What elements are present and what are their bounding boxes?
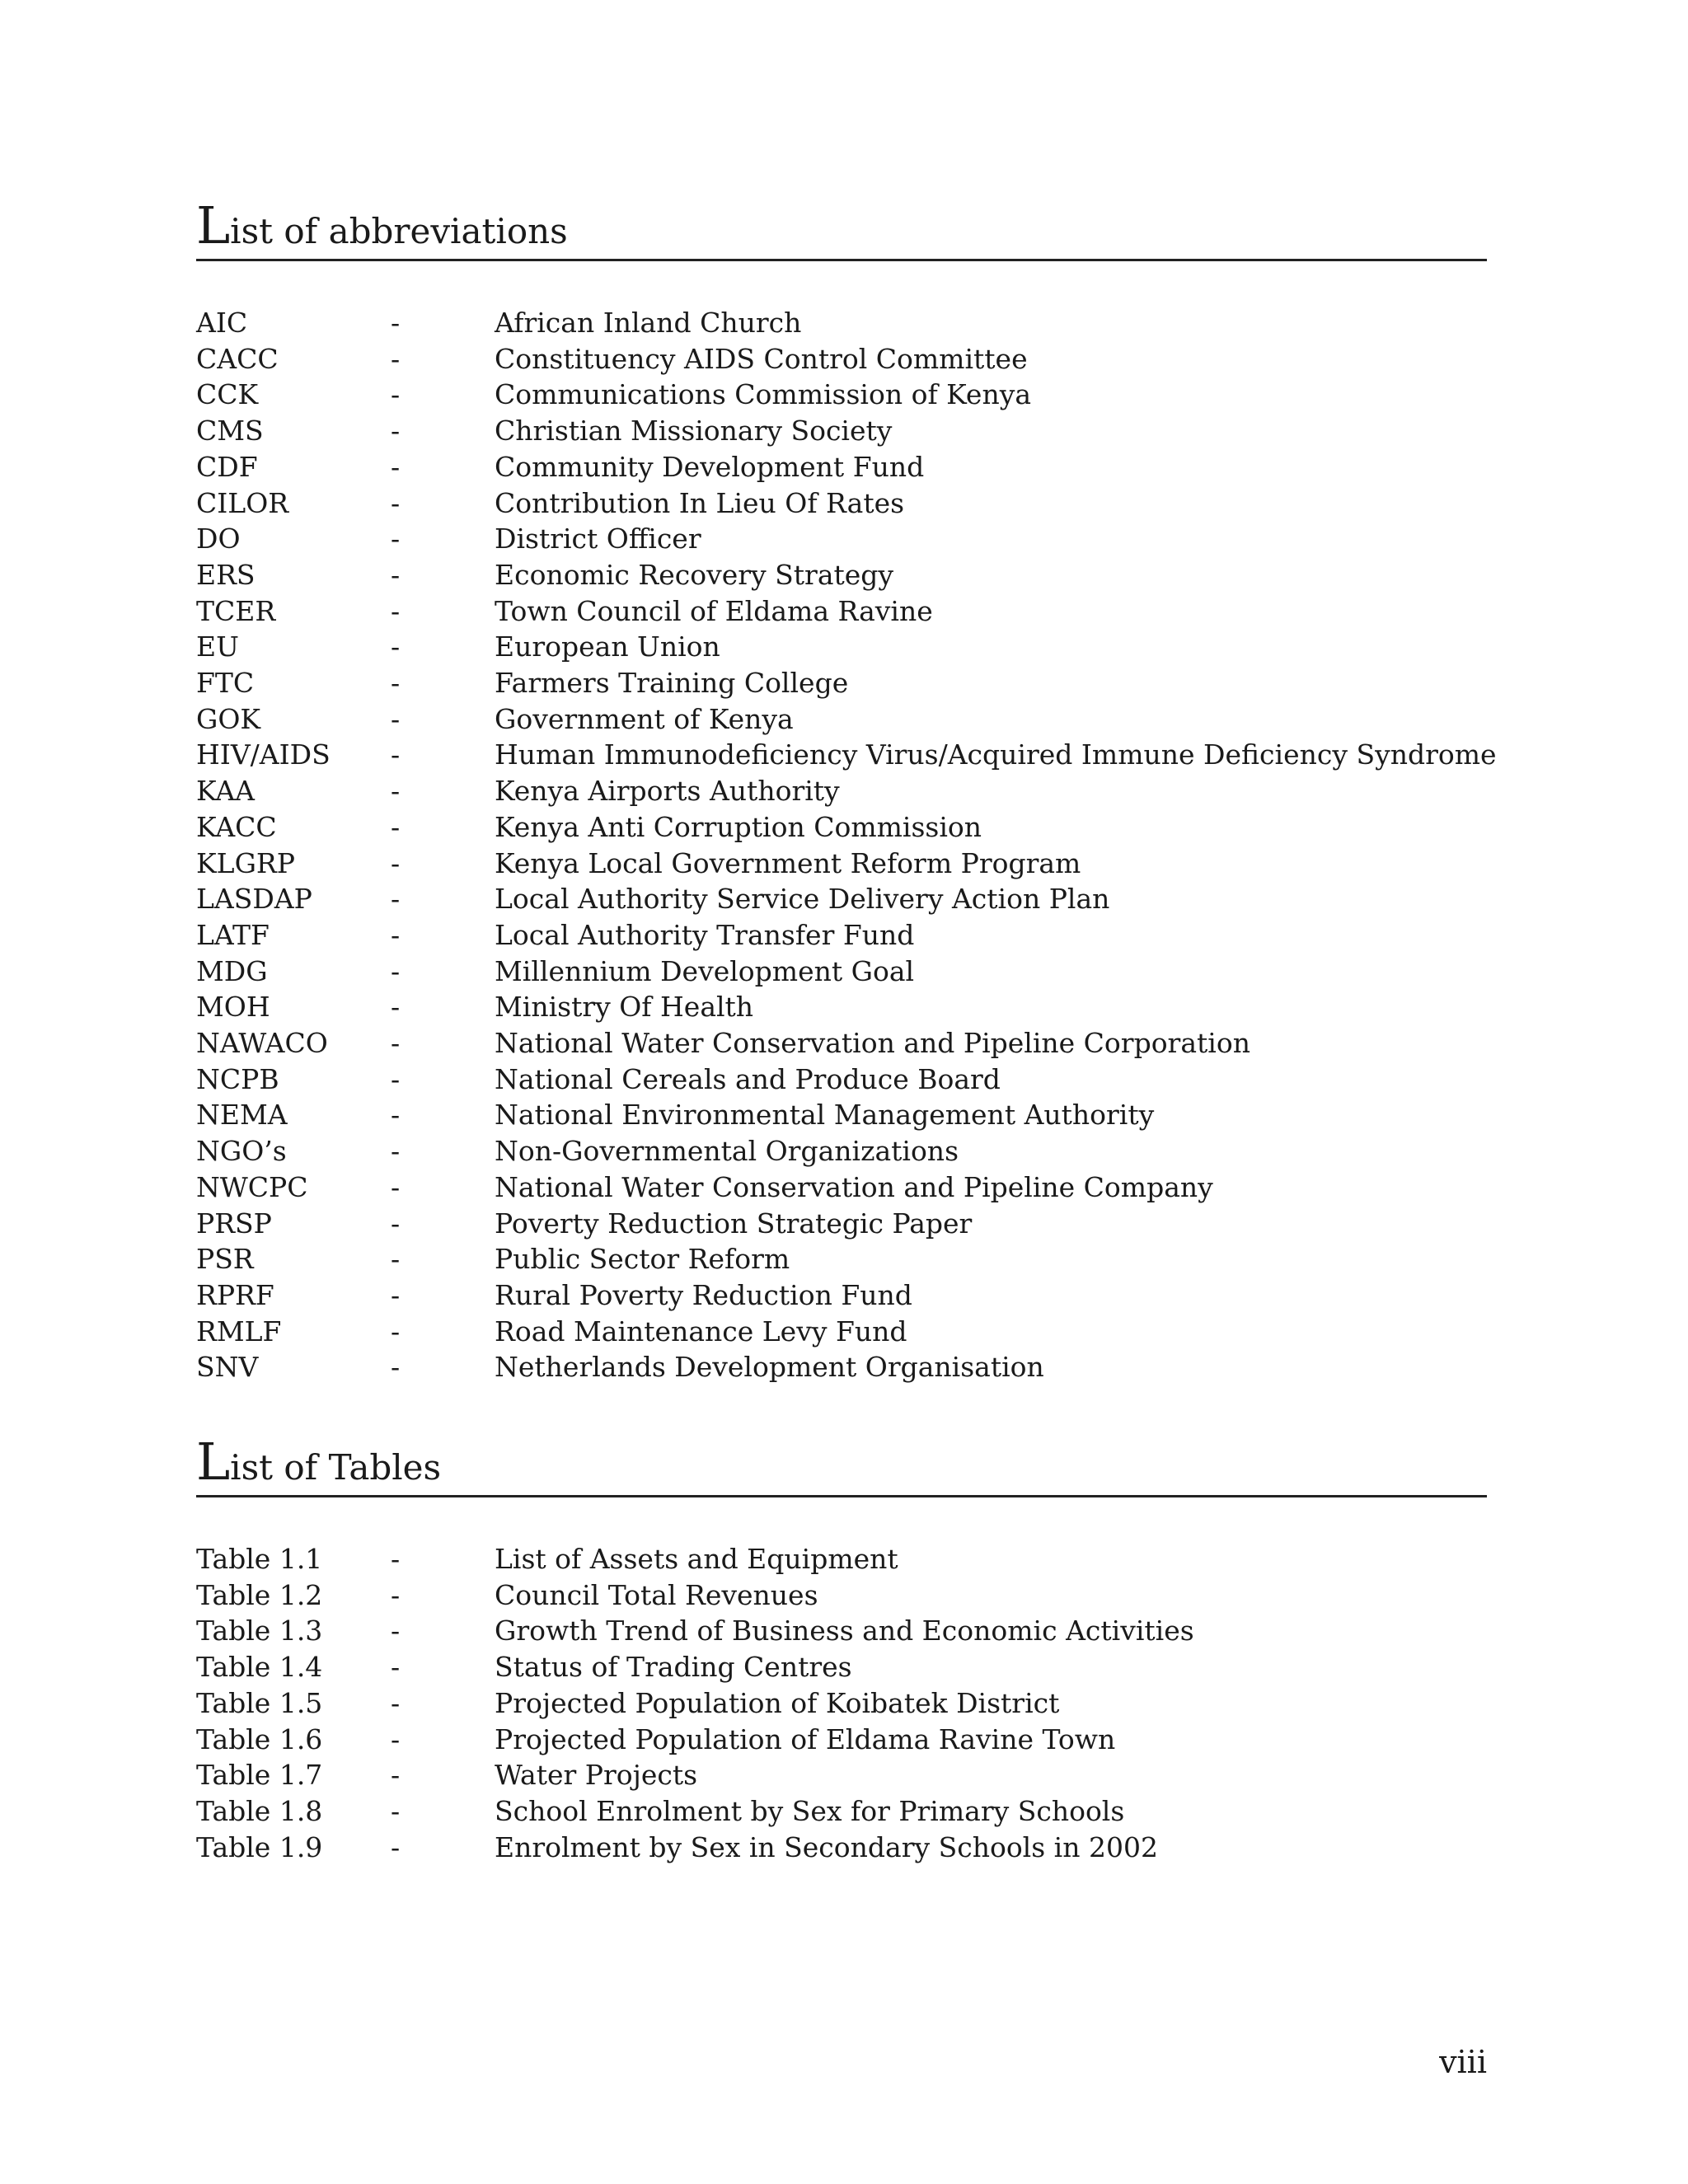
separator-dash: - bbox=[391, 954, 401, 987]
abbreviation-meaning: Local Authority Service Delivery Action Plan bbox=[495, 883, 1110, 916]
abbreviation-term: GOK bbox=[196, 702, 261, 735]
abbreviation-term: ERS bbox=[196, 558, 256, 591]
separator-dash: - bbox=[391, 1278, 401, 1311]
abbreviation-meaning: Road Maintenance Levy Fund bbox=[495, 1315, 907, 1347]
table-title: School Enrolment by Sex for Primary Schools bbox=[495, 1794, 1125, 1827]
abbreviation-row bbox=[196, 1277, 1487, 1314]
separator-dash: - bbox=[391, 523, 401, 555]
abbreviation-term: RPRF bbox=[196, 1278, 274, 1311]
abbreviation-term: RMLF bbox=[196, 1315, 282, 1347]
abbreviation-row bbox=[196, 341, 1487, 377]
abbreviation-meaning: Community Development Fund bbox=[495, 450, 925, 483]
abbreviation-term: NWCPC bbox=[196, 1170, 308, 1203]
separator-dash: - bbox=[391, 307, 401, 339]
abbreviation-meaning: Public Sector Reform bbox=[495, 1243, 790, 1276]
abbreviation-row bbox=[196, 989, 1487, 1025]
separator-dash: - bbox=[391, 1243, 401, 1276]
abbreviation-term: KLGRP bbox=[196, 846, 295, 879]
separator-dash: - bbox=[391, 378, 401, 411]
table-list-item bbox=[196, 1757, 1487, 1793]
separator-dash: - bbox=[391, 991, 401, 1024]
abbreviation-row bbox=[196, 701, 1487, 738]
separator-dash: - bbox=[391, 1543, 401, 1575]
abbreviation-row bbox=[196, 1169, 1487, 1206]
abbreviation-term: PRSP bbox=[196, 1207, 272, 1240]
abbreviation-term: NAWACO bbox=[196, 1027, 328, 1059]
abbreviation-row bbox=[196, 809, 1487, 846]
abbreviation-term: MDG bbox=[196, 954, 268, 987]
page-number: viii bbox=[1439, 2044, 1487, 2080]
separator-dash: - bbox=[391, 738, 401, 771]
abbreviation-meaning: Kenya Anti Corruption Commission bbox=[495, 810, 982, 843]
table-list-item bbox=[196, 1613, 1487, 1649]
abbreviation-term: TCER bbox=[196, 594, 276, 627]
abbreviation-meaning: District Officer bbox=[495, 523, 701, 555]
heading-text: ist of Tables bbox=[230, 1447, 442, 1488]
table-title: Council Total Revenues bbox=[495, 1578, 818, 1611]
table-number: Table 1.1 bbox=[196, 1543, 323, 1575]
abbreviation-row bbox=[196, 1314, 1487, 1350]
abbreviation-row bbox=[196, 954, 1487, 990]
abbreviation-meaning: Economic Recovery Strategy bbox=[495, 558, 894, 591]
table-title: Status of Trading Centres bbox=[495, 1651, 852, 1684]
separator-dash: - bbox=[391, 1794, 401, 1827]
abbreviation-term: SNV bbox=[196, 1351, 259, 1384]
table-title: Enrolment by Sex in Secondary Schools in 2002 bbox=[495, 1830, 1158, 1863]
abbreviation-meaning: Non-Governmental Organizations bbox=[495, 1135, 959, 1168]
abbreviation-row bbox=[196, 305, 1487, 341]
abbreviation-row bbox=[196, 1097, 1487, 1133]
abbreviation-row bbox=[196, 377, 1487, 413]
abbreviation-meaning: Constituency AIDS Control Committee bbox=[495, 342, 1028, 375]
abbreviation-term: AIC bbox=[196, 307, 248, 339]
abbreviation-meaning: Farmers Training College bbox=[495, 667, 849, 699]
abbreviation-term: KACC bbox=[196, 810, 277, 843]
abbreviation-term: NEMA bbox=[196, 1099, 288, 1132]
abbreviation-term: DO bbox=[196, 523, 241, 555]
abbreviation-term: PSR bbox=[196, 1243, 254, 1276]
separator-dash: - bbox=[391, 702, 401, 735]
abbreviation-meaning: Government of Kenya bbox=[495, 702, 794, 735]
abbreviation-meaning: National Cereals and Produce Board bbox=[495, 1062, 1001, 1095]
separator-dash: - bbox=[391, 1686, 401, 1719]
abbreviation-row bbox=[196, 1349, 1487, 1385]
abbreviation-row bbox=[196, 1062, 1487, 1098]
separator-dash: - bbox=[391, 1615, 401, 1647]
table-list-item bbox=[196, 1830, 1487, 1866]
abbreviation-meaning: African Inland Church bbox=[495, 307, 802, 339]
abbreviation-term: CILOR bbox=[196, 486, 289, 519]
abbreviation-row bbox=[196, 737, 1497, 773]
table-list-item bbox=[196, 1649, 1487, 1685]
abbreviation-meaning: Town Council of Eldama Ravine bbox=[495, 594, 933, 627]
tables-section bbox=[196, 1432, 1487, 1863]
abbreviation-row bbox=[196, 629, 1487, 665]
separator-dash: - bbox=[391, 1651, 401, 1684]
table-number: Table 1.6 bbox=[196, 1722, 323, 1755]
heading-text: ist of abbreviations bbox=[230, 211, 568, 251]
separator-dash: - bbox=[391, 810, 401, 843]
abbreviation-row bbox=[196, 773, 1487, 809]
heading-initial: L bbox=[196, 195, 231, 255]
separator-dash: - bbox=[391, 558, 401, 591]
separator-dash: - bbox=[391, 486, 401, 519]
separator-dash: - bbox=[391, 1722, 401, 1755]
abbreviation-meaning: Christian Missionary Society bbox=[495, 415, 893, 448]
abbreviation-meaning: Netherlands Development Organisation bbox=[495, 1351, 1044, 1384]
table-number: Table 1.2 bbox=[196, 1578, 323, 1611]
abbreviation-term: NCPB bbox=[196, 1062, 279, 1095]
table-title: Growth Trend of Business and Economic Activities bbox=[495, 1615, 1194, 1647]
separator-dash: - bbox=[391, 846, 401, 879]
separator-dash: - bbox=[391, 1170, 401, 1203]
separator-dash: - bbox=[391, 1207, 401, 1240]
abbreviation-row bbox=[196, 917, 1487, 954]
abbreviation-meaning: Ministry Of Health bbox=[495, 991, 754, 1024]
table-list-item bbox=[196, 1541, 1487, 1577]
separator-dash: - bbox=[391, 1099, 401, 1132]
abbreviation-row bbox=[196, 449, 1487, 485]
abbreviation-meaning: National Environmental Management Authority bbox=[495, 1099, 1155, 1132]
abbreviation-meaning: Human Immunodeficiency Virus/Acquired Immune Deficiency Syndrome bbox=[495, 738, 1497, 771]
abbreviation-meaning: Local Authority Transfer Fund bbox=[495, 918, 915, 951]
abbreviation-meaning: European Union bbox=[495, 630, 720, 663]
abbreviation-row bbox=[196, 1025, 1487, 1062]
abbreviation-term: MOH bbox=[196, 991, 270, 1024]
separator-dash: - bbox=[391, 1578, 401, 1611]
table-number: Table 1.4 bbox=[196, 1651, 323, 1684]
abbreviation-row bbox=[196, 593, 1487, 630]
separator-dash: - bbox=[391, 1135, 401, 1168]
separator-dash: - bbox=[391, 1315, 401, 1347]
abbreviations-heading bbox=[196, 195, 1487, 261]
table-list-item bbox=[196, 1685, 1487, 1722]
abbreviation-term: LATF bbox=[196, 918, 270, 951]
abbreviation-meaning: National Water Conservation and Pipeline Company bbox=[495, 1170, 1213, 1203]
table-title: Projected Population of Eldama Ravine Town bbox=[495, 1722, 1116, 1755]
abbreviation-meaning: Contribution In Lieu Of Rates bbox=[495, 486, 905, 519]
abbreviation-meaning: Kenya Local Government Reform Program bbox=[495, 846, 1081, 879]
table-list-item bbox=[196, 1722, 1487, 1758]
table-title: List of Assets and Equipment bbox=[495, 1543, 898, 1575]
separator-dash: - bbox=[391, 342, 401, 375]
separator-dash: - bbox=[391, 1062, 401, 1095]
abbreviation-meaning: Communications Commission of Kenya bbox=[495, 378, 1032, 411]
tables-heading bbox=[196, 1432, 1487, 1497]
separator-dash: - bbox=[391, 1830, 401, 1863]
abbreviation-meaning: Millennium Development Goal bbox=[495, 954, 915, 987]
separator-dash: - bbox=[391, 630, 401, 663]
abbreviation-meaning: Poverty Reduction Strategic Paper bbox=[495, 1207, 973, 1240]
abbreviation-row bbox=[196, 665, 1487, 701]
separator-dash: - bbox=[391, 918, 401, 951]
abbreviation-row bbox=[196, 1241, 1487, 1277]
abbreviation-term: FTC bbox=[196, 667, 255, 699]
table-list-item bbox=[196, 1793, 1487, 1830]
abbreviation-term: CACC bbox=[196, 342, 279, 375]
separator-dash: - bbox=[391, 1027, 401, 1059]
abbreviation-row bbox=[196, 1206, 1487, 1242]
abbreviation-row bbox=[196, 1133, 1487, 1169]
abbreviation-term: KAA bbox=[196, 775, 255, 808]
separator-dash: - bbox=[391, 450, 401, 483]
abbreviation-row bbox=[196, 413, 1487, 449]
abbreviation-term: NGO’s bbox=[196, 1135, 287, 1168]
abbreviation-row bbox=[196, 485, 1487, 522]
separator-dash: - bbox=[391, 415, 401, 448]
abbreviation-row bbox=[196, 881, 1487, 917]
separator-dash: - bbox=[391, 1759, 401, 1792]
separator-dash: - bbox=[391, 1351, 401, 1384]
table-title: Water Projects bbox=[495, 1759, 698, 1792]
abbreviation-row bbox=[196, 521, 1487, 557]
abbreviation-term: HIV/AIDS bbox=[196, 738, 331, 771]
abbreviation-term: CCK bbox=[196, 378, 259, 411]
abbreviation-term: CMS bbox=[196, 415, 264, 448]
separator-dash: - bbox=[391, 775, 401, 808]
abbreviations-section bbox=[196, 195, 1497, 1384]
heading-initial: L bbox=[196, 1432, 231, 1492]
abbreviation-row bbox=[196, 557, 1487, 593]
abbreviation-row bbox=[196, 846, 1487, 882]
table-number: Table 1.9 bbox=[196, 1830, 323, 1863]
abbreviation-term: CDF bbox=[196, 450, 258, 483]
table-title: Projected Population of Koibatek District bbox=[495, 1686, 1060, 1719]
abbreviation-meaning: National Water Conservation and Pipeline Corporation bbox=[495, 1027, 1250, 1059]
abbreviation-meaning: Rural Poverty Reduction Fund bbox=[495, 1278, 912, 1311]
table-list-item bbox=[196, 1577, 1487, 1614]
table-number: Table 1.8 bbox=[196, 1794, 323, 1827]
separator-dash: - bbox=[391, 883, 401, 916]
table-number: Table 1.5 bbox=[196, 1686, 323, 1719]
abbreviation-meaning: Kenya Airports Authority bbox=[495, 775, 840, 808]
table-number: Table 1.7 bbox=[196, 1759, 323, 1792]
abbreviation-term: LASDAP bbox=[196, 883, 312, 916]
separator-dash: - bbox=[391, 667, 401, 699]
separator-dash: - bbox=[391, 594, 401, 627]
table-number: Table 1.3 bbox=[196, 1615, 323, 1647]
abbreviation-term: EU bbox=[196, 630, 239, 663]
